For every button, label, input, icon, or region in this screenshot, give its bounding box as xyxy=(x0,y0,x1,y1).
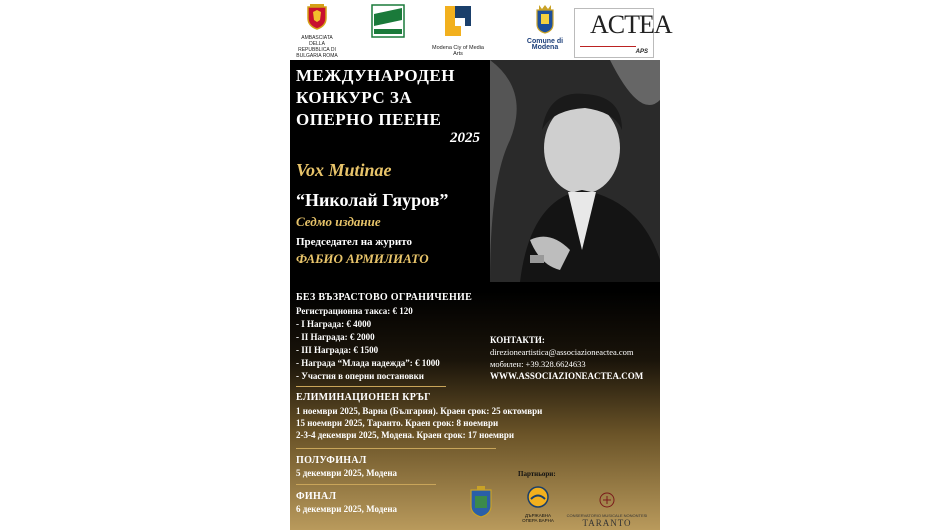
taranto-text: TARANTO xyxy=(582,518,632,528)
modena-crest-icon xyxy=(534,4,556,34)
opera-text: ДЪРЖАВНА ОПЕРА ВАРНА xyxy=(522,513,554,523)
elimination-line: 1 ноември 2025, Варна (България). Краен срок: 25 октомври xyxy=(296,406,543,416)
final-heading: ФИНАЛ xyxy=(296,491,337,502)
varna-opera-logo xyxy=(518,486,558,523)
embassy-logo xyxy=(294,4,340,59)
comune-logo xyxy=(518,4,572,51)
elimination-line: 2-3-4 декември 2025, Модена. Краен срок: 17 ноември xyxy=(296,430,515,440)
varna-crest xyxy=(468,486,494,523)
divider xyxy=(296,448,496,449)
title-year: 2025 xyxy=(450,130,480,146)
title-line-2: КОНКУРС ЗА xyxy=(296,88,413,107)
title-line-1: МЕЖДУНАРОДЕН xyxy=(296,66,455,85)
vox-mutinae: Vox Mutinae xyxy=(296,160,392,180)
portrait-figure-icon xyxy=(490,60,660,282)
edition: Седмо издание xyxy=(296,214,381,229)
divider xyxy=(296,484,436,485)
prize-item: - Участия в оперни постановки xyxy=(296,371,424,381)
contacts-heading: КОНТАКТИ: xyxy=(490,335,545,345)
prize-item: - I Награда: € 4000 xyxy=(296,319,372,329)
prize-item: - Награда “Млада надежда”: € 1000 xyxy=(296,358,440,368)
contact-phone: мобилен: +39.328.6624633 xyxy=(490,359,586,369)
contact-email[interactable]: direzioneartistica@associazioneactea.com xyxy=(490,347,634,357)
partners-label: Партньори: xyxy=(518,470,556,478)
logo-band xyxy=(290,0,672,60)
conservatory-emblem-icon xyxy=(599,492,615,508)
actea-logo xyxy=(574,8,672,56)
registration-fee: Регистрационна такса: € 120 xyxy=(296,306,413,316)
jury-name: ФАБИО АРМИЛИАТО xyxy=(296,251,429,266)
media-arts-text: Modena Ciy of Media Arts xyxy=(432,45,484,57)
jury-label: Председател на журито xyxy=(296,236,412,248)
actea-text: ACTEA xyxy=(590,10,672,39)
contact-website[interactable]: WWW.ASSOCIAZIONEACTEA.COM xyxy=(490,371,644,381)
prize-item: - III Награда: € 1500 xyxy=(296,345,379,355)
embassy-text: AMBASCIATA DELLA REPUBBLICA DI BULGARIA ROMA xyxy=(296,35,338,59)
divider xyxy=(296,386,446,387)
taranto-conservatory-logo xyxy=(562,492,652,528)
comune-text: Comune di Modena xyxy=(526,38,564,51)
prize-item: - II Награда: € 2000 xyxy=(296,332,375,342)
media-arts-logo xyxy=(428,4,488,57)
media-arts-emblem-icon xyxy=(441,4,475,40)
conservatory-text: CONSERVATORIO MUSICALE NONONTESI xyxy=(566,513,648,518)
final-line: 6 декември 2025, Модена xyxy=(296,504,398,514)
title-line-3: ОПЕРНО ПЕЕНЕ xyxy=(296,110,442,129)
opera-emblem-icon xyxy=(527,486,549,508)
region-emblem-icon xyxy=(371,4,405,38)
elimination-line: 15 ноември 2025, Таранто. Краен срок: 8 ноември xyxy=(296,418,499,428)
competition-name: “Николай Гяуров” xyxy=(296,190,449,210)
varna-crest-icon xyxy=(468,486,494,518)
semifinal-line: 5 декември 2025, Модена xyxy=(296,468,398,478)
poster xyxy=(290,0,672,530)
portrait-photo xyxy=(490,60,660,282)
elimination-heading: ЕЛИМИНАЦИОНЕН КРЪГ xyxy=(296,392,431,403)
semifinal-heading: ПОЛУФИНАЛ xyxy=(296,455,367,466)
bulgarian-coat-of-arms-icon xyxy=(306,4,328,30)
prizes-heading: БЕЗ ВЪЗРАСТОВО ОГРАНИЧЕНИЕ xyxy=(296,292,473,303)
region-logo xyxy=(370,4,406,43)
actea-aps-text: APS xyxy=(635,49,648,55)
